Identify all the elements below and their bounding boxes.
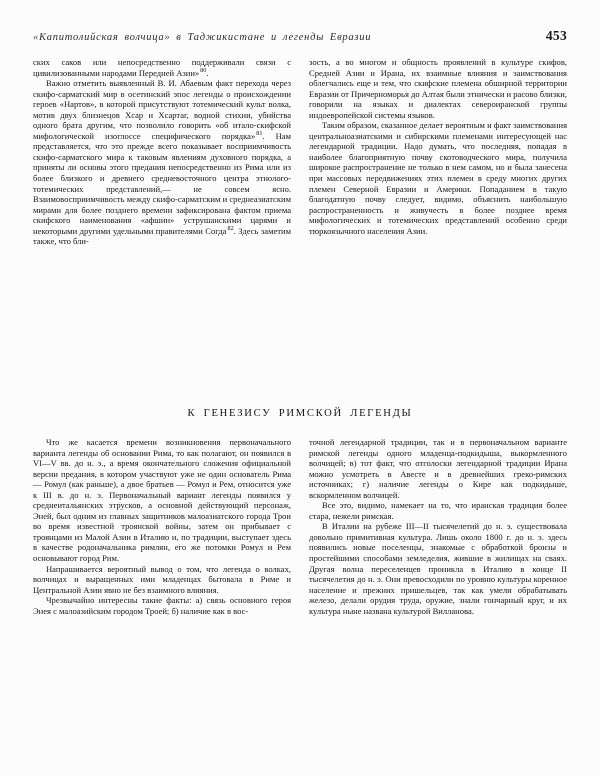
footnote-marker: 80: [200, 66, 207, 74]
text-block-upper: [33, 57, 567, 247]
section-heading: К ГЕНЕЗИСУ РИМСКОЙ ЛЕГЕНДЫ: [187, 408, 413, 419]
paragraph-text: . Здесь заметим также, что бли-: [33, 225, 291, 247]
paragraph: [33, 78, 291, 247]
paragraph: точной легендарной традиции, так и в первоначальном варианте римской легенды одного младенца-подкидыша, выкормленного волчицей; в) тот факт, что отголоски легендарной традиции Ирана можно усмотреть в Авесте и в древнейших греко-римских источниках; г) наличие легенды о Кире как подкидыше, вскормленном волчицей.: [309, 437, 567, 500]
footnote-marker: 82: [227, 224, 234, 232]
paragraph: зость, а во многом и общность проявлений в культуре скифов, Средней Азии и Ирана, их взаимные влияния и заимствования облегчались еще и тем, что скифские племена обширной территории Евразии от Причерноморья до Алтая были этнически и расово близки, говорили на языках и диалектах североиранской группы индоевропейской системы языков.: [309, 57, 567, 120]
running-head: [33, 28, 567, 44]
footnote-marker: 81: [256, 129, 263, 137]
column-right-lower: [309, 437, 567, 616]
paragraph: Все это, видимо, намекает на то, что иранская традиция более стара, нежели римская.: [309, 500, 567, 521]
paragraph: Напрашивается вероятный вывод о том, что легенда о волках, волчицах и выращенных ими младенцах бытовала в Риме и Центральной Азии явно не без взаимного влияния.: [33, 563, 291, 595]
column-left-upper: [33, 57, 291, 247]
column-left-lower: [33, 437, 291, 616]
paragraph: Что же касается времени возникновения первоначального варианта легенды об основании Рима, то как полагают, он появился в VI—V вв. до н. э., а время окончательного сложения официальной версии предания, в котором участвуют уже не один основатель Рима — Ромул (как раньше), а двое братьев — Ромул и Рем, относится уже к III в. до н. э. Первоначальный вариант легенды появился у среднеитальянских этрусков, а основной действующий персонаж, Эней, был одним из главных защитников малоазиатского города Трои во время известной троянской войны, затем он прибывает с троянцами из Малой Азии в Италию и, по традиции, выступает здесь в качестве родоначальника римлян, его же потомки Ромул и Рем основывают город Рим.: [33, 437, 291, 564]
text-block-lower: [33, 437, 567, 616]
paragraph: [33, 57, 291, 78]
paragraph-text: . Нам представляется, что это прежде всего показывает восприимчивость скифо-сарматского мира к таковым явлениям духовного порядка, а приняты ли основы этого предания непосредственно из Рима или из более близкого и древнего средневосточного центра этнолого-тотемических представлений,— не совсем ясно. Взаимовосприимчивость между скифо-сарматским и среднеазиатским мирами для более позднего времени зафиксирована фактом приема скифского наименования «афшин» уструшанскими царями и некоторыми другими удельными правителями Согда: [33, 130, 291, 236]
paragraph: В Италии на рубеже III—II тысячелетий до н. э. существовала довольно примитивная культура. Лишь около 1800 г. до н. э. здесь появились новые поселенцы, знакомые с обработкой бронзы и простейшими способами земледелия, жившие в жилищах на сваях. Другая волна переселенцев проникла в Италию в конце II тысячелетия до н. э. Они превосходили по уровню культуры коренное население и прежних пришельцев, так как умели обрабатывать железо, делали орудия труда, оружие, знали гончарный круг, и их культура ныне названа культурой Вилланова.: [309, 521, 567, 616]
paragraph-tail: .: [206, 67, 209, 78]
paragraph-text: Важно отметить выявленный В. И. Абаевым факт перехода через скифо-сарматский мир в осетинский эпос легенды о происхождении героев «Нартов», в которой присутствуют тотемический культ волка, мотив двух близнецов Хсар и Хсартаг, водной стихии, убийства одного брата другим, что позволило говорить «об итало-скифской мифологической изоглоссе специфического порядка»: [33, 78, 291, 141]
paragraph: Таким образом, сказанное делает вероятным и факт заимствования центральноазиатскими и сибирскими племенами интересующей нас легендарной традиции. Надо думать, что последняя, попадая в наиболее благоприятную почву скотоводческого мира, получила широкое распространение не только в нем самом, но и была занесена при массовых передвижениях этих племен в среду многих других племен Северной Евразии и Америки. Попаданием в такую благодатную почву следует, видимо, объяснить наибольшую распространенность и живучесть в более позднее время мифологических и тотемических представлений особенно среди тюркоязычного населения Азии.: [309, 120, 567, 236]
running-head-title: «Капитолийская волчица» в Таджикистане и легенды Евразии: [33, 32, 372, 43]
paragraph: Чрезвычайно интересны такие факты: а) связь основного героя Энея с малоазийским городом Троей; б) наличие как в вос-: [33, 595, 291, 616]
paragraph-text: ских саков или непосредственно поддерживали связи с цивилизованными народами Передней Азии»: [33, 57, 291, 78]
column-right-upper: [309, 57, 567, 247]
page-number: 453: [545, 28, 567, 43]
